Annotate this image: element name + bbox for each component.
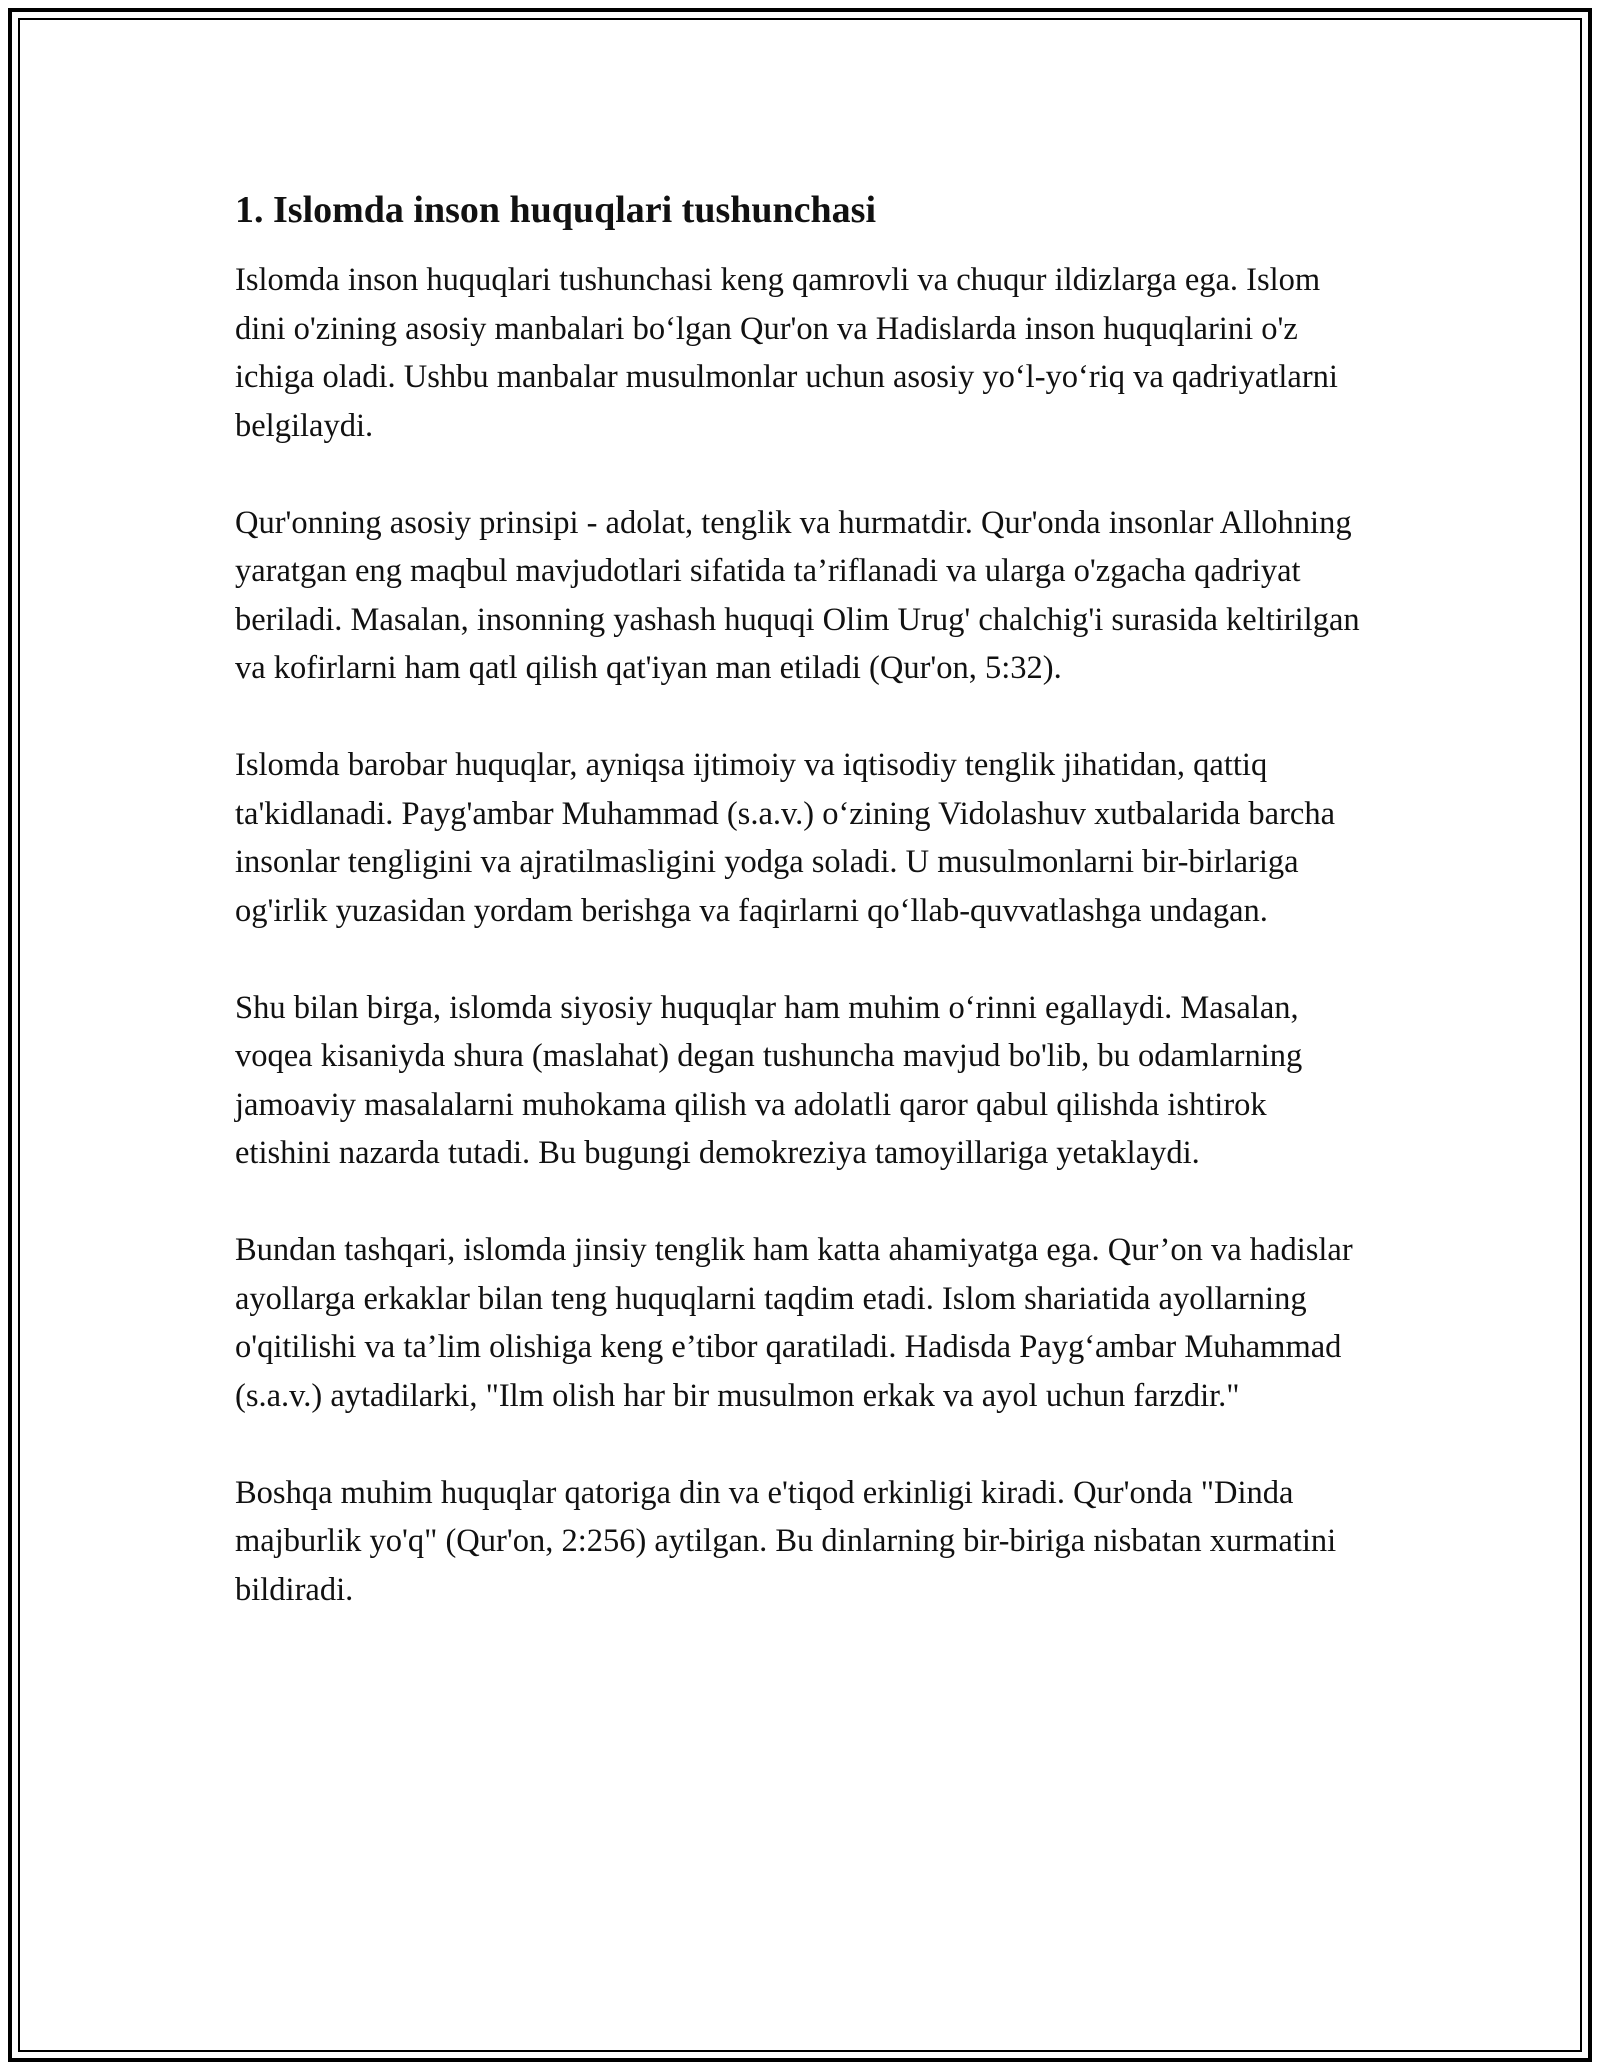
paragraph: Boshqa muhim huquqlar qatoriga din va e'tiqod erkinligi kiradi. Qur'onda "Dinda majburlik yo'q" (Qur'on, 2:256) aytilgan. Bu dinlarning bir-biriga nisbatan xurmatini bildiradi. — [235, 1474, 1337, 1608]
paragraph: Shu bilan birga, islomda siyosiy huquqlar ham muhim o‘rinni egallaydi. Masalan, voqea kisaniyda shura (maslahat) degan tushuncha mavjud bo'lib, bu odamlarning jamoaviy masalalarni muhokama qilish va adolatli qaror qabul qilishda ishtirok etishini nazarda tutadi. Bu bugungi demokreziya tamoyillariga yetaklaydi. — [235, 989, 1303, 1171]
paragraph: Islomda inson huquqlari tushunchasi keng qamrovli va chuqur ildizlarga ega. Islom dini o'zining asosiy manbalari bo‘lgan Qur'on va Hadislarda inson huquqlarini o'z ichiga oladi. Ushbu manbalar musulmonlar uchun asosiy yo‘l-yo‘riq va qadriyatlarni belgilaydi. — [235, 262, 1338, 444]
paragraph: Qur'onning asosiy prinsipi - adolat, tenglik va hurmatdir. Qur'onda insonlar Allohning yaratgan eng maqbul mavjudotlari sifatida ta’riflanadi va ularga o'zgacha qadriyat beriladi. Masalan, insonning yashash huquqi Olim Urug' chalchig'i surasida keltirilgan va kofirlarni ham qatl qilish qat'iyan man etiladi (Qur'on, 5:32). — [235, 504, 1360, 686]
paragraph: Bundan tashqari, islomda jinsiy tenglik ham katta ahamiyatga ega. Qur’on va hadislar ayollarga erkaklar bilan teng huquqlarni taqdim etadi. Islom shariatida ayollarning o'qitilishi va ta’lim olishiga keng e’tibor qaratiladi. Hadisda Payg‘ambar Muhammad (s.a.v.) aytadilarki, "Ilm olish har bir musulmon erkak va ayol uchun farzdir." — [235, 1232, 1353, 1414]
paragraph: Islomda barobar huquqlar, ayniqsa ijtimoiy va iqtisodiy tenglik jihatidan, qattiq ta'kidlanadi. Payg'ambar Muhammad (s.a.v.) o‘zining Vidolashuv xutbalarida barcha insonlar tengligini va ajratilmasligini yodga soladi. U musulmonlarni bir-birlariga og'irlik yuzasidan yordam berishga va faqirlarni qo‘llab-quvvatlashga undagan. — [235, 747, 1336, 929]
document-body — [235, 186, 1370, 1663]
section-heading: 1. Islomda inson huquqlari tushunchasi — [235, 189, 877, 231]
